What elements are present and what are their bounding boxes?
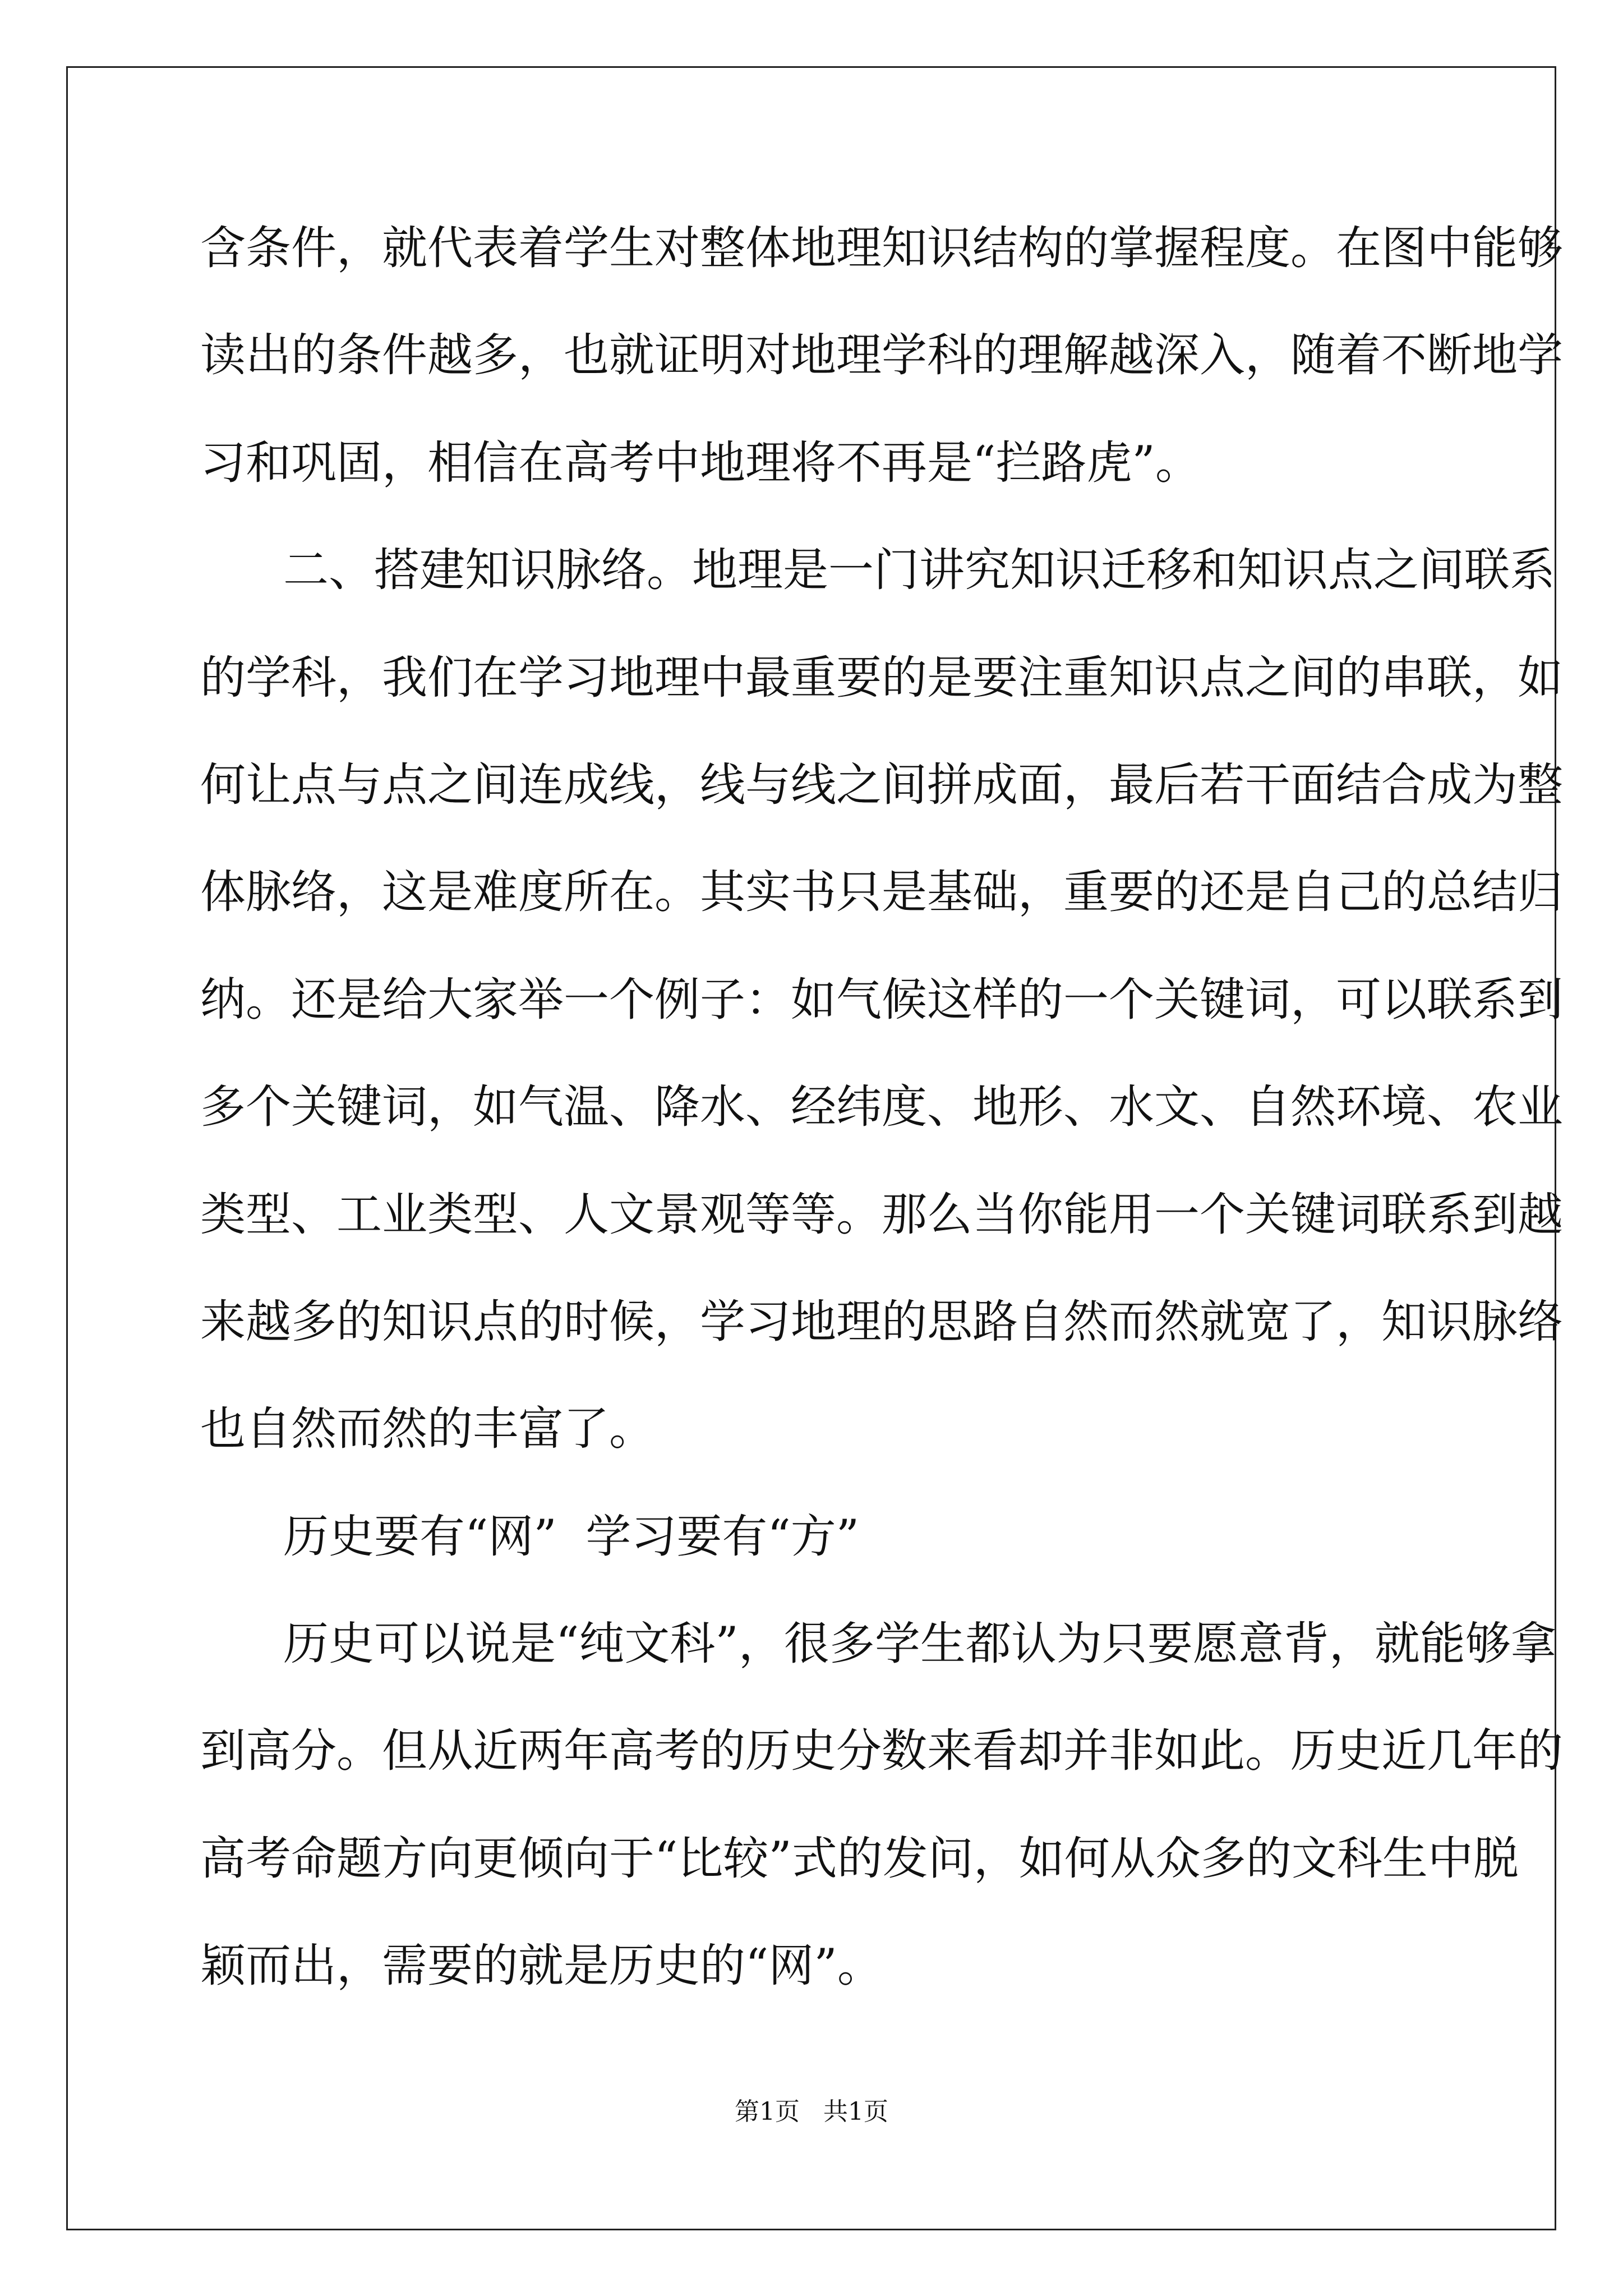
text-line: 到高分。但从近两年高考的历史分数来看却并非如此。历史近几年的 [200, 1725, 1564, 1778]
text-line: 体脉络，这是难度所在。其实书只是基础，重要的还是自己的总结归 [200, 866, 1564, 919]
text-line: 的学科，我们在学习地理中最重要的是要注重知识点之间的串联，如 [200, 651, 1564, 705]
text-line: 何让点与点之间连成线，线与线之间拼成面，最后若干面结合成为整 [200, 758, 1564, 812]
text-line: 多个关键词，如气温、降水、经纬度、地形、水文、自然环境、农业 [200, 1081, 1564, 1134]
document-body [200, 215, 1564, 2040]
text-line: 二、搭建知识脉络。地理是一门讲究知识迁移和知识点之间联系 [283, 544, 1556, 597]
text-line: 含条件，就代表着学生对整体地理知识结构的掌握程度。在图中能够 [200, 222, 1564, 275]
text-line: 来越多的知识点的时候，学习地理的思路自然而然就宽了，知识脉络 [200, 1295, 1564, 1349]
section-heading: 历史要有“网” 学习要有“方” [283, 1510, 860, 1563]
text-line: 纳。还是给大家举一个例子：如气候这样的一个关键词，可以联系到 [200, 973, 1564, 1027]
text-line: 颖而出，需要的就是历史的“网”。 [200, 1940, 883, 1993]
text-line: 读出的条件越多，也就证明对地理学科的理解越深入，随着不断地学 [200, 329, 1564, 383]
text-line: 类型、工业类型、人文景观等等。那么当你能用一个关键词联系到越 [200, 1188, 1564, 1241]
text-line: 高考命题方向更倾向于“比较”式的发问，如何从众多的文科生中脱 [200, 1832, 1519, 1885]
text-line: 习和巩固，相信在高考中地理将不再是“拦路虎”。 [200, 436, 1201, 490]
text-line: 历史可以说是“纯文科”，很多学生都认为只要愿意背，就能够拿 [283, 1618, 1556, 1671]
text-line: 也自然而然的丰富了。 [200, 1403, 655, 1456]
page-footer: 第1页 共1页 [735, 2097, 888, 2126]
